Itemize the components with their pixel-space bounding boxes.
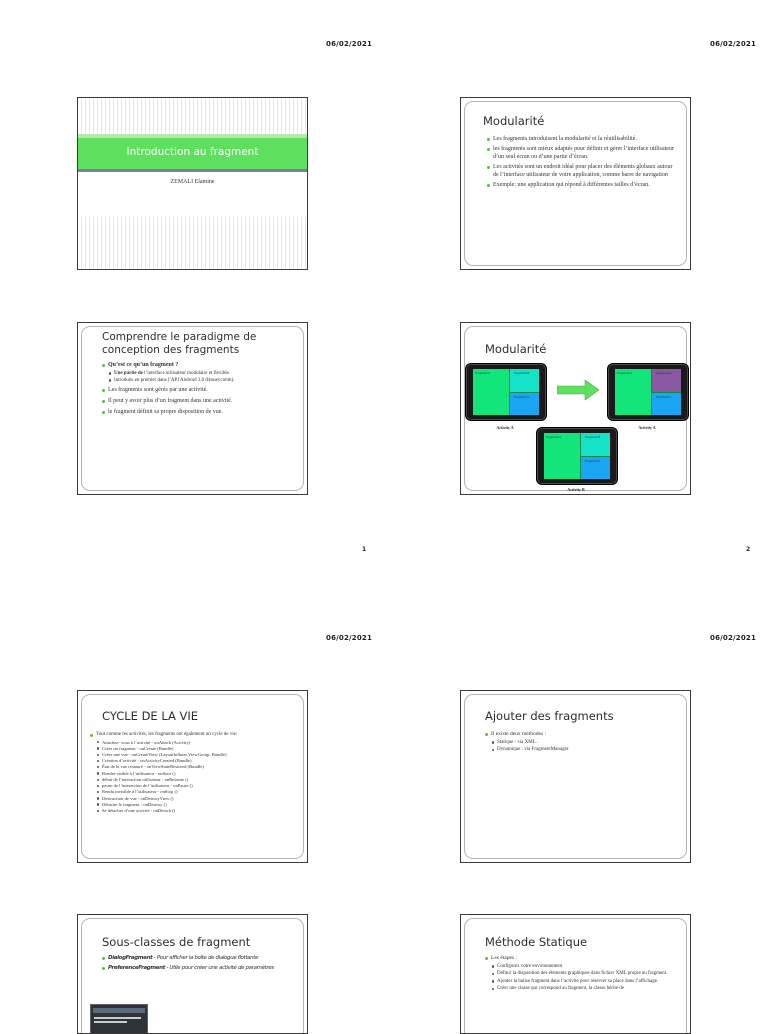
sub-bullet: pause de l’interaction de l’utilisateur - onPause ()	[90, 783, 299, 789]
slide-methode-statique	[460, 914, 691, 1034]
fragment-c-pane	[652, 393, 681, 416]
activity-label: Activity A	[496, 425, 514, 430]
fragment-a-pane	[615, 369, 652, 415]
page-date: 06/02/2021	[710, 634, 757, 642]
thumbnail-titlebar	[93, 1008, 145, 1013]
page-number: 1	[362, 546, 367, 553]
sub-bullet: Se détacher d’une activité - onDetach ()	[90, 808, 299, 814]
fragment-label: Fragment A	[617, 372, 632, 375]
sub-bullet: Configurez votre environnement	[485, 964, 674, 970]
sub-bullet-text: l’interface utilisateur modulaire et flexible.	[142, 370, 231, 376]
fragment-label: Fragment A	[475, 372, 490, 375]
sub-bullet: Créer une vue - onCreateView (LayoutInflater,ViewGroup, Bundle)	[90, 752, 299, 758]
sub-bullet: Ajouter la balise fragment dans l’activité pour réserver sa place dans l’affichage.	[485, 979, 674, 985]
fragment-a-pane	[544, 433, 581, 479]
slide-heading: Comprendre le paradigme de conception des fragments	[102, 331, 257, 356]
sub-bullet: Destruction de vue - onDestroyView ()	[90, 796, 299, 802]
slide-cycle-de-vie	[77, 690, 308, 863]
bullet: Tout comme les activités, les fragments ont également un cycle de vie:	[90, 732, 299, 739]
fragment-label: Fragment A	[546, 436, 561, 439]
fragment-column	[510, 369, 539, 415]
bullet: Les activités sont un endroit idéal pour placer des éléments globaux autour de l’interface utilisateur de votre application, comme barre de navigation	[487, 164, 678, 180]
tablet-activity-b	[536, 427, 618, 485]
slide-modularite-diagram	[460, 322, 691, 495]
tablet-screen	[473, 369, 539, 415]
page-number: 2	[746, 546, 751, 553]
slide-paradigme	[77, 322, 308, 495]
thumbnail-row	[94, 1021, 127, 1023]
sub-bullet: Statique : via XML.	[485, 740, 678, 746]
slide-ajouter-fragments	[460, 690, 691, 863]
slide-body	[487, 136, 678, 193]
sub-bullet: Introduits en premier dans l’API Android 3.0 (Honeycomb).	[102, 378, 295, 384]
bullet: le fragment définit sa propre disposition de vue.	[102, 409, 295, 417]
slide-heading: Modularité	[485, 342, 547, 356]
tablet-screen	[615, 369, 681, 415]
page-date: 06/02/2021	[710, 40, 757, 48]
arrow-right-icon	[557, 380, 599, 400]
slide-body	[485, 955, 674, 993]
slide-heading: Modularité	[483, 114, 545, 128]
slide-heading: CYCLE DE LA VIE	[102, 709, 199, 723]
fragment-b-pane	[581, 433, 610, 457]
tablet-screen	[544, 433, 610, 479]
sub-bullet: Détruire le fragment - onDestroy ()	[90, 802, 299, 808]
tablet-activity-a-right	[607, 363, 689, 421]
fragment-label: Fragment B	[514, 372, 530, 375]
bullet-term: DialogFragment	[108, 955, 153, 961]
fragment-c-pane	[581, 457, 610, 480]
sub-bullet: Création d’activité - onActivityCreated (Bundle)	[90, 758, 299, 764]
fragment-label: Fragment C	[656, 395, 672, 399]
slide-body	[485, 731, 678, 755]
sub-bullet: Créer une classe qui correspond au fragment, la classe hérite de	[485, 986, 674, 992]
bullet-term: PreferenceFragment	[108, 965, 165, 972]
bullet: Exemple: une application qui répond à différentes tailles d’écran.	[487, 182, 678, 190]
activity-label: Activity B	[567, 487, 585, 492]
bullet: les fragments sont mieux adaptés pour définir et gérer l’interface utilisateur d’un seul écran ou d’une partie d’écran.	[487, 146, 678, 162]
bullet-text: - Pour afficher la boîte de dialogue flottante	[152, 955, 259, 961]
bullet: Il existe deux méthodes :	[485, 731, 678, 738]
sub-bullet: début de l’interaction utilisateur - onResume ()	[90, 777, 299, 783]
sub-bullet: Rendu invisible à l’utilisateur - onStop ()	[90, 789, 299, 795]
bullet: Les fragments introduisent la modularité et la réutilisabilité.	[487, 136, 678, 144]
activity-label: Activity A	[638, 425, 656, 430]
sub-bullet: Dynamique : via FragmentManager	[485, 747, 678, 753]
slide-body	[90, 732, 299, 814]
fragment-label: Fragment B	[656, 372, 672, 375]
page-date: 06/02/2021	[326, 634, 373, 642]
page-date: 06/02/2021	[326, 40, 373, 48]
bullet: Qu’est ce qu’un fragment ?	[102, 362, 295, 370]
sub-bullet: Définir la disposition des éléments graphiques dans fichier XML propre au fragment.	[485, 971, 674, 977]
slide-title	[77, 97, 308, 270]
slide-body	[102, 955, 277, 975]
slide-heading: Sous-classes de fragment	[102, 935, 251, 949]
fragment-column	[652, 369, 681, 415]
slide-modularite-text	[460, 97, 691, 270]
tablet-activity-a-left	[465, 363, 547, 421]
bullet	[102, 955, 277, 962]
sub-bullet: Créer un fragment - onCreate (Bundle)	[90, 746, 299, 752]
bullet: Les étapes :	[485, 955, 674, 962]
sub-bullet-bold: Une partie de	[114, 370, 143, 376]
fragment-a-pane	[473, 369, 510, 415]
sub-bullet: Attachez- vous à l’activité - onAttach (Activity)	[90, 740, 299, 746]
bullet-text: - Utile pour créer une activité de paramètres	[165, 965, 274, 972]
thumbnail-row	[94, 1017, 141, 1019]
sub-bullet: Rendre visible à l’utilisateur - onStart ()	[90, 771, 299, 777]
fragment-b-pane	[652, 369, 681, 393]
bullet	[102, 965, 277, 972]
preference-screenshot-thumbnail	[90, 1004, 148, 1034]
slide-author: ZEMALI Elamine	[170, 179, 215, 185]
slide-heading: Méthode Statique	[485, 935, 588, 949]
fragment-label: Fragment C	[585, 459, 601, 463]
bullet: Il peut y avoir plus d’un fragment dans une activité.	[102, 398, 295, 406]
sub-bullet: État de la vue restauré - onViewStateRestored (Bundle)	[90, 764, 299, 770]
fragment-label: Fragment C	[514, 395, 530, 399]
fragment-column	[581, 433, 610, 479]
bullet: Les fragments sont gérés par une activité.	[102, 387, 295, 395]
fragment-b-pane	[510, 369, 539, 393]
slide-heading: Ajouter des fragments	[485, 709, 614, 723]
fragment-label: Fragment B	[585, 436, 601, 439]
fragment-c-pane	[510, 393, 539, 416]
slide-sous-classes	[77, 914, 308, 1034]
slide-title-text: Introduction au fragment	[126, 146, 259, 158]
sub-bullet	[102, 371, 295, 377]
slide-body	[102, 362, 295, 420]
